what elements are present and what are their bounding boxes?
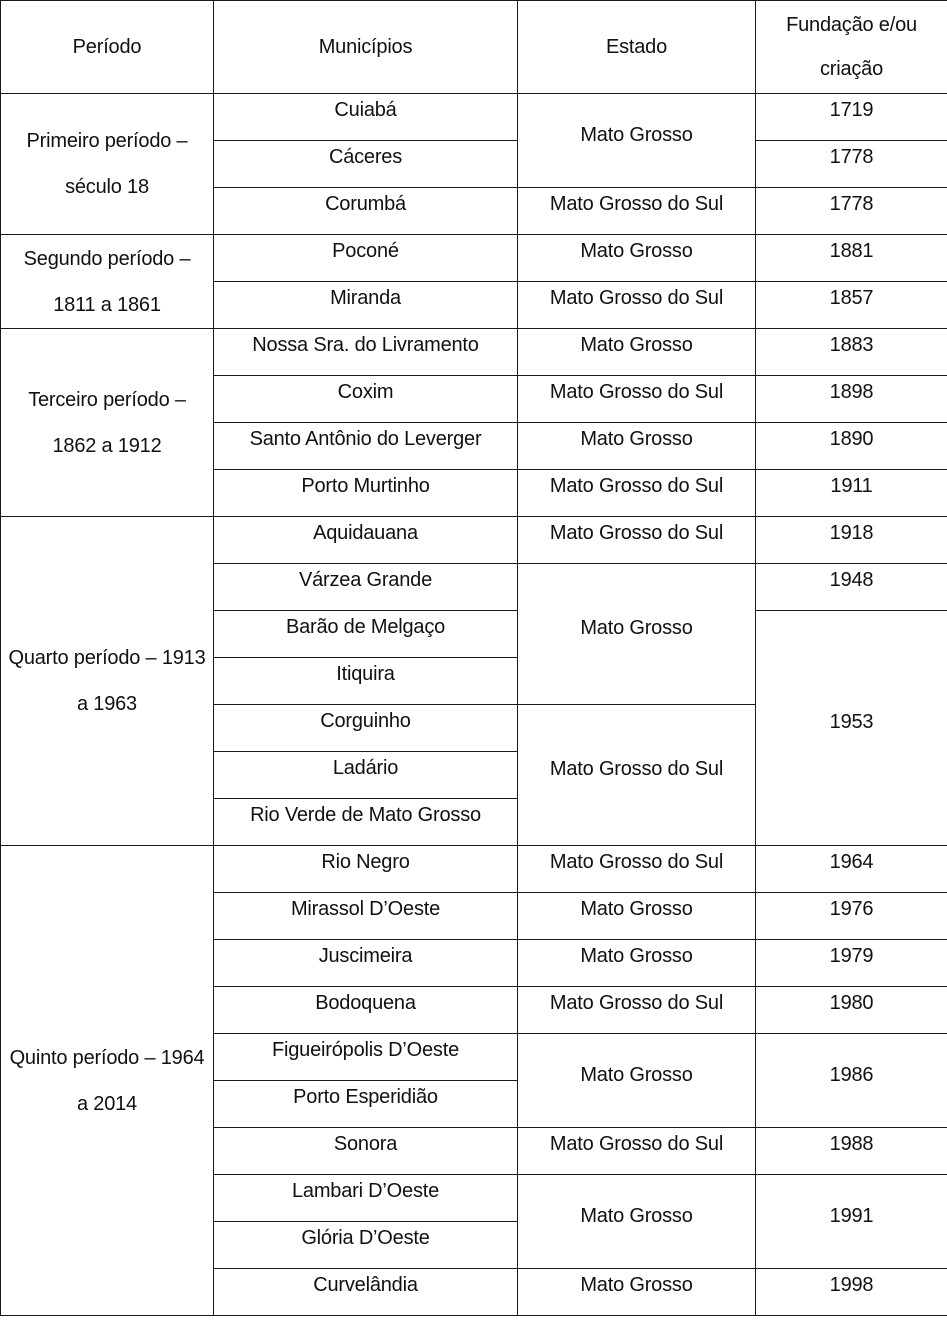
municipio-cell: Lambari D’Oeste xyxy=(214,1175,518,1222)
estado-cell: Mato Grosso xyxy=(518,423,756,470)
period-cell: Segundo período – 1811 a 1861 xyxy=(1,235,214,329)
estado-cell: Mato Grosso xyxy=(518,940,756,987)
estado-cell: Mato Grosso do Sul xyxy=(518,1128,756,1175)
header-row xyxy=(1,1,947,94)
municipio-cell: Bodoquena xyxy=(214,987,518,1034)
table-row xyxy=(1,846,947,893)
table-row xyxy=(1,329,947,376)
ano-cell: 1964 xyxy=(756,846,947,893)
municipio-cell: Itiquira xyxy=(214,658,518,705)
municipio-cell: Glória D’Oeste xyxy=(214,1222,518,1269)
ano-cell: 1976 xyxy=(756,893,947,940)
municipio-cell: Ladário xyxy=(214,752,518,799)
municipio-cell: Curvelândia xyxy=(214,1269,518,1316)
header-periodo: Período xyxy=(1,1,214,94)
estado-cell: Mato Grosso xyxy=(518,564,756,705)
estado-cell: Mato Grosso do Sul xyxy=(518,470,756,517)
estado-cell: Mato Grosso xyxy=(518,94,756,188)
estado-cell: Mato Grosso xyxy=(518,1269,756,1316)
ano-cell: 1953 xyxy=(756,611,947,846)
ano-cell: 1857 xyxy=(756,282,947,329)
ano-cell: 1778 xyxy=(756,141,947,188)
municipio-cell: Sonora xyxy=(214,1128,518,1175)
period-cell: Terceiro período – 1862 a 1912 xyxy=(1,329,214,517)
municipio-cell: Várzea Grande xyxy=(214,564,518,611)
ano-cell: 1911 xyxy=(756,470,947,517)
ano-cell: 1778 xyxy=(756,188,947,235)
estado-cell: Mato Grosso do Sul xyxy=(518,705,756,846)
municipio-cell: Santo Antônio do Leverger xyxy=(214,423,518,470)
period-cell: Quinto período – 1964 a 2014 xyxy=(1,846,214,1316)
ano-cell: 1918 xyxy=(756,517,947,564)
municipio-cell: Figueirópolis D’Oeste xyxy=(214,1034,518,1081)
municipio-cell: Barão de Melgaço xyxy=(214,611,518,658)
municipio-cell: Porto Murtinho xyxy=(214,470,518,517)
ano-cell: 1980 xyxy=(756,987,947,1034)
municipio-cell: Coxim xyxy=(214,376,518,423)
period-cell: Quarto período – 1913 a 1963 xyxy=(1,517,214,846)
municipio-cell: Poconé xyxy=(214,235,518,282)
municipio-cell: Cáceres xyxy=(214,141,518,188)
municipio-cell: Rio Verde de Mato Grosso xyxy=(214,799,518,846)
estado-cell: Mato Grosso do Sul xyxy=(518,846,756,893)
estado-cell: Mato Grosso xyxy=(518,1175,756,1269)
municipio-cell: Corguinho xyxy=(214,705,518,752)
municipio-cell: Porto Esperidião xyxy=(214,1081,518,1128)
municipio-cell: Rio Negro xyxy=(214,846,518,893)
header-estado: Estado xyxy=(518,1,756,94)
table-row xyxy=(1,517,947,564)
municipio-cell: Cuiabá xyxy=(214,94,518,141)
ano-cell: 1883 xyxy=(756,329,947,376)
municipio-cell: Juscimeira xyxy=(214,940,518,987)
municipio-cell: Miranda xyxy=(214,282,518,329)
ano-cell: 1988 xyxy=(756,1128,947,1175)
municipio-cell: Corumbá xyxy=(214,188,518,235)
estado-cell: Mato Grosso do Sul xyxy=(518,376,756,423)
period-cell: Primeiro período – século 18 xyxy=(1,94,214,235)
ano-cell: 1890 xyxy=(756,423,947,470)
ano-cell: 1948 xyxy=(756,564,947,611)
ano-cell: 1719 xyxy=(756,94,947,141)
estado-cell: Mato Grosso xyxy=(518,893,756,940)
municipio-cell: Mirassol D’Oeste xyxy=(214,893,518,940)
header-fundacao: Fundação e/ou criação xyxy=(756,1,947,94)
table-row xyxy=(1,94,947,141)
ano-cell: 1986 xyxy=(756,1034,947,1128)
estado-cell: Mato Grosso do Sul xyxy=(518,517,756,564)
ano-cell: 1991 xyxy=(756,1175,947,1269)
estado-cell: Mato Grosso xyxy=(518,1034,756,1128)
municipio-cell: Aquidauana xyxy=(214,517,518,564)
ano-cell: 1898 xyxy=(756,376,947,423)
municipio-cell: Nossa Sra. do Livramento xyxy=(214,329,518,376)
ano-cell: 1979 xyxy=(756,940,947,987)
estado-cell: Mato Grosso do Sul xyxy=(518,282,756,329)
ano-cell: 1998 xyxy=(756,1269,947,1316)
estado-cell: Mato Grosso do Sul xyxy=(518,188,756,235)
table-row xyxy=(1,235,947,282)
estado-cell: Mato Grosso xyxy=(518,235,756,282)
estado-cell: Mato Grosso xyxy=(518,329,756,376)
ano-cell: 1881 xyxy=(756,235,947,282)
estado-cell: Mato Grosso do Sul xyxy=(518,987,756,1034)
header-municipios: Municípios xyxy=(214,1,518,94)
